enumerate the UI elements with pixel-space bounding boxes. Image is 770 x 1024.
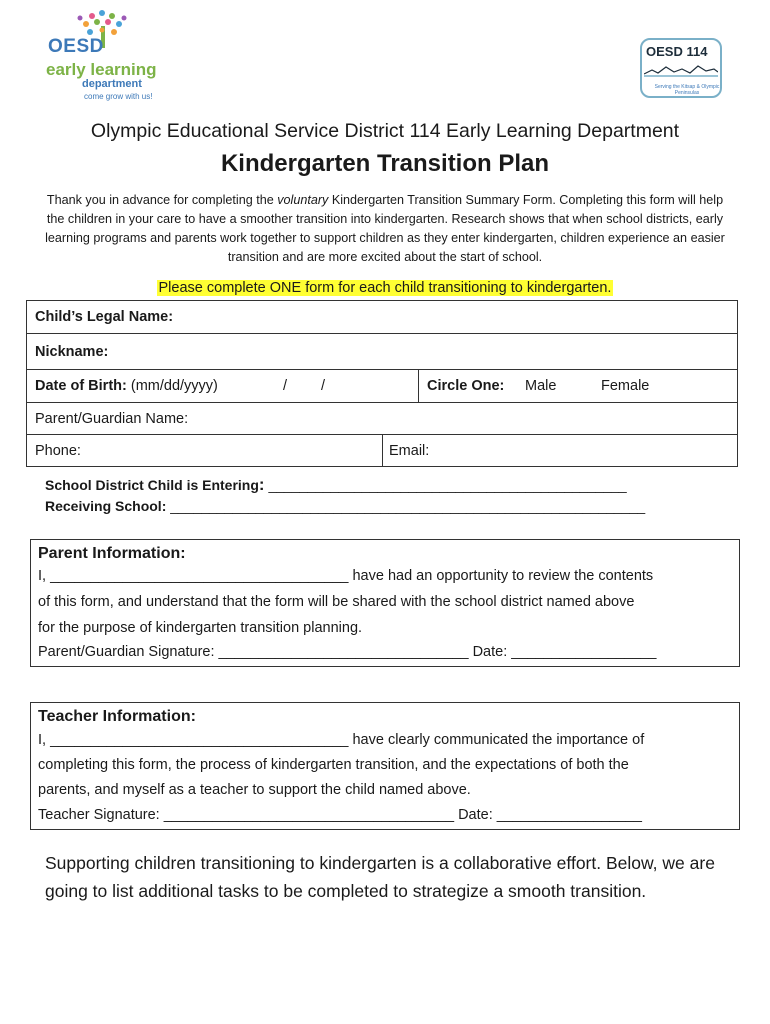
dob-label-group xyxy=(35,378,218,394)
school-district-colon: : xyxy=(258,475,265,494)
logo-tagline: come grow with us! xyxy=(84,92,153,101)
teacher-info-section xyxy=(30,702,740,830)
legal-name-row[interactable] xyxy=(26,300,738,334)
dob-cell[interactable] xyxy=(26,369,419,403)
dob-separator-2: / xyxy=(321,378,326,394)
oesd-114-logo xyxy=(640,38,722,98)
phone-label: Phone: xyxy=(35,443,81,459)
logo-title: OESD 114 xyxy=(646,44,708,59)
teacher-info-line-2: completing this form, the process of kindergarten transition, and the expectations of both the xyxy=(38,757,629,773)
option-male[interactable]: Male xyxy=(525,378,557,394)
intro-text-end: Kindergarten Transition Summary Form. Completing this form will help the children in your care to have a smoother transition into kindergarten. Research shows that when school districts, early learning programs and parents work together to support children as they enter kindergarten, children experience an easier transition and are more excited about the start of school. xyxy=(45,193,725,264)
parent-info-line-1[interactable]: I, _____________________________________ have had an opportunity to review the contents xyxy=(38,568,654,584)
logo-department-text: department xyxy=(82,78,142,90)
instruction-banner xyxy=(0,280,770,296)
school-district-label: School District Child is Entering xyxy=(45,477,259,493)
intro-italic-word: voluntary xyxy=(277,193,329,207)
teacher-info-line-3: parents, and myself as a teacher to support the child named above. xyxy=(38,782,471,798)
intro-paragraph xyxy=(44,191,726,267)
school-district-line[interactable] xyxy=(45,475,627,495)
org-title: Olympic Educational Service District 114 Early Learning Department xyxy=(90,120,680,142)
highlighted-instruction: Please complete ONE form for each child transitioning to kindergarten. xyxy=(158,280,612,296)
receiving-school-blank: _____________________________________________________________ xyxy=(170,498,646,514)
parent-name-label: Parent/Guardian Name: xyxy=(35,411,189,427)
school-district-blank: ______________________________________________ xyxy=(268,477,627,493)
nickname-label: Nickname: xyxy=(35,344,109,360)
gender-cell xyxy=(418,369,738,403)
legal-name-label: Child’s Legal Name: xyxy=(35,309,174,325)
nickname-row[interactable] xyxy=(26,333,738,370)
dob-label: Date of Birth: xyxy=(35,378,127,394)
email-label: Email: xyxy=(389,443,430,459)
intro-text-start: Thank you in advance for completing the xyxy=(46,193,278,207)
parent-info-line-2: of this form, and understand that the form will be shared with the school district named above xyxy=(38,594,635,610)
email-cell[interactable] xyxy=(382,434,738,467)
parent-info-title: Parent Information: xyxy=(38,545,186,562)
logo-early-learning-text: early learning xyxy=(46,60,157,79)
phone-cell[interactable] xyxy=(26,434,383,467)
teacher-info-line-1[interactable]: I, _____________________________________ have clearly communicated the importance of xyxy=(38,732,645,748)
logo-oesd-text: OESD xyxy=(48,36,104,57)
receiving-school-label: Receiving School: xyxy=(45,498,167,514)
mountains-icon xyxy=(644,64,718,78)
dob-format: (mm/dd/yyyy) xyxy=(130,378,218,394)
parent-info-line-3: for the purpose of kindergarten transition planning. xyxy=(38,620,363,636)
teacher-signature-line[interactable]: Teacher Signature: ____________________________________ Date: __________________ xyxy=(38,807,642,823)
teacher-info-title: Teacher Information: xyxy=(38,708,196,725)
early-learning-logo xyxy=(44,8,162,100)
parent-signature-line[interactable]: Parent/Guardian Signature: _______________________________ Date: __________________ xyxy=(38,644,657,660)
page-title: Kindergarten Transition Plan xyxy=(220,150,550,177)
logo-subtitle: Serving the Kitsap & Olympic Peninsulas xyxy=(654,84,720,96)
footer-paragraph: Supporting children transitioning to kindergarten is a collaborative effort. Below, we are going to list additional tasks to be completed to strategize a smooth transition. xyxy=(45,853,715,901)
dob-separator-1: / xyxy=(283,378,288,394)
circle-one-label: Circle One: xyxy=(427,378,505,394)
option-female[interactable]: Female xyxy=(601,378,650,394)
parent-name-row[interactable] xyxy=(26,402,738,435)
receiving-school-line[interactable] xyxy=(45,498,645,514)
parent-info-section xyxy=(30,539,740,667)
